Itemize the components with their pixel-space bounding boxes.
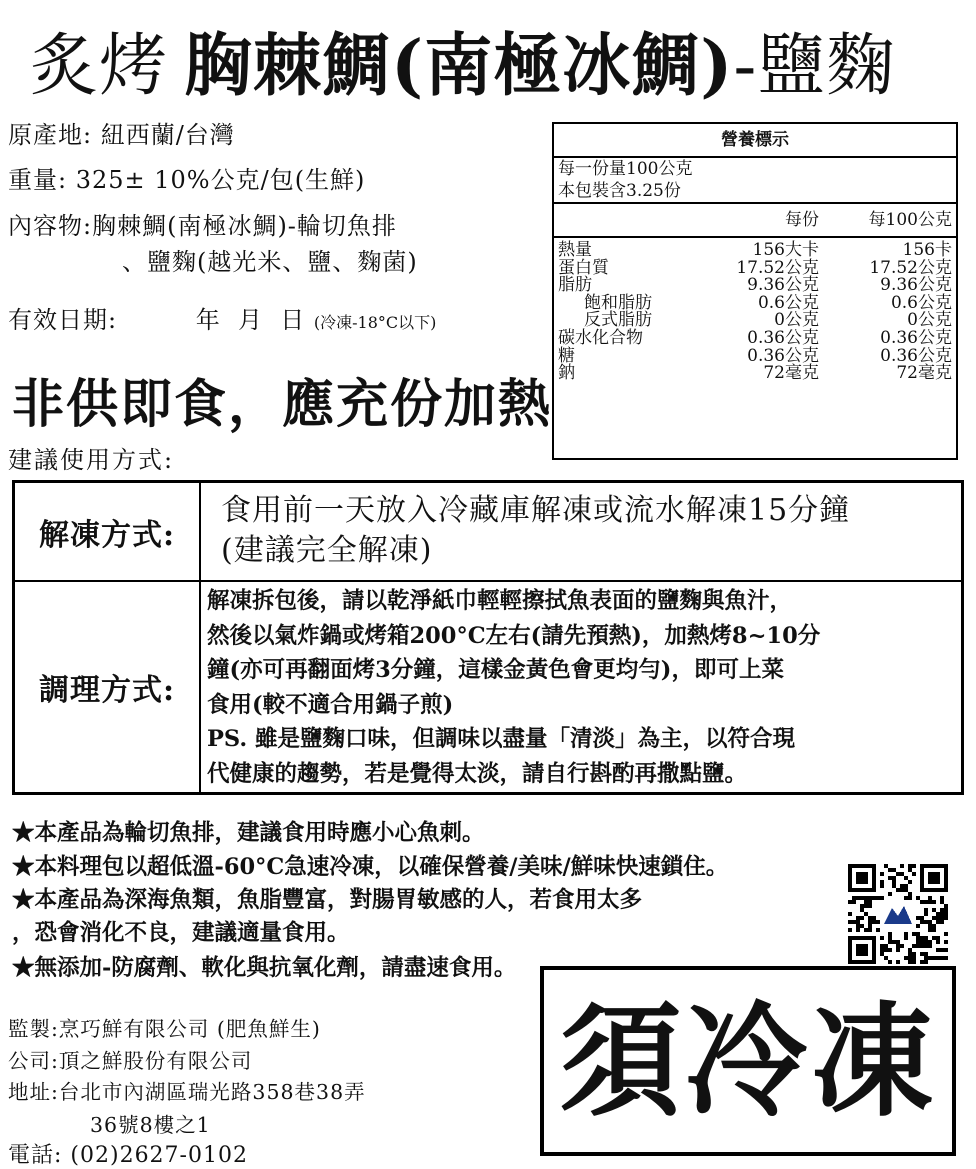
nutrient-per-serving: 9.36公克 — [747, 275, 819, 296]
nutrient-per-serving: 0公克 — [774, 310, 819, 331]
instructions-table — [12, 480, 964, 795]
nutrient-name: 鈉 — [558, 363, 575, 384]
nutrient-per-serving: 17.52公克 — [736, 257, 819, 278]
keep-frozen-text: 須冷凍 — [559, 989, 937, 1133]
thaw-label: 解凍方式: — [15, 483, 201, 580]
address-line-2: 36號8樓之1 — [90, 1113, 211, 1137]
company-text: 公司:頂之鮮股份有限公司 — [8, 1049, 253, 1073]
nutrient-per-100g: 0公克 — [907, 310, 952, 331]
nutrient-per-100g: 0.36公克 — [880, 345, 952, 366]
title-suffix: -鹽麴 — [733, 27, 896, 106]
phone-text: 電話: (02)2627-0102 — [8, 1143, 248, 1168]
expiry-fields: 年 月 日 — [195, 306, 306, 334]
title-main: 胸棘鯛(南極冰鯛) — [184, 26, 734, 106]
heating-warning: 非供即食，應充份加熱 — [12, 374, 553, 435]
cook-line: 食用(較不適合用鍋子煎) — [207, 691, 454, 718]
nutrient-per-100g: 17.52公克 — [869, 257, 952, 278]
header-per-serving: 每份 — [785, 210, 819, 230]
cook-line: 鐘(亦可再翻面烤3分鐘，這樣金黃色會更均勻)，即可上菜 — [207, 657, 784, 683]
cook-text — [201, 582, 820, 792]
expiry-label: 有效日期: — [8, 306, 118, 334]
cook-line: PS. 雖是鹽麴口味，但調味以盡量「清淡」為主，以符合現 — [207, 726, 796, 752]
nutrition-title: 營養標示 — [554, 124, 956, 158]
nutrient-name: 蛋白質 — [558, 257, 609, 278]
note-fish-bones: ★本產品為輪切魚排，建議食用時應小心魚刺。 — [12, 820, 485, 846]
nutrient-per-100g: 156卡 — [902, 240, 952, 260]
origin-text: 原產地: 紐西蘭/台灣 — [8, 121, 235, 149]
nutrient-name: 脂肪 — [558, 275, 592, 296]
note-no-additives: ★無添加-防腐劑、軟化與抗氧化劑，請盡速食用。 — [12, 955, 517, 981]
title-prefix: 炙烤 — [30, 27, 169, 106]
address-line-1: 地址:台北市內湖區瑞光路358巷38弄 — [8, 1080, 366, 1104]
cook-row — [15, 582, 961, 792]
keep-frozen-stamp — [540, 966, 956, 1156]
cook-line: 代健康的趨勢，若是覺得太淡，請自行斟酌再撒點鹽。 — [207, 760, 748, 787]
weight-text: 重量: 325± 10%公克/包(生鮮) — [8, 166, 366, 194]
contents-line-1: 內容物:胸棘鯛(南極冰鯛)-輪切魚排 — [8, 212, 397, 240]
expiry-note: (冷凍-18°C以下) — [313, 313, 437, 332]
nutrient-per-serving: 0.36公克 — [747, 327, 819, 348]
note-fatty-fish: ★本產品為深海魚類，魚脂豐富，對腸胃敏感的人，若食用太多 — [12, 887, 643, 913]
cook-line: 解凍拆包後，請以乾淨紙巾輕輕擦拭魚表面的鹽麴與魚汁， — [207, 588, 793, 614]
cook-label: 調理方式: — [15, 582, 201, 792]
nutrient-name: 碳水化合物 — [558, 327, 643, 348]
nutrient-name: 糖 — [558, 345, 575, 366]
nutrition-facts-table — [552, 122, 958, 460]
thaw-line-2: (建議完全解凍) — [221, 533, 433, 568]
qr-code-icon[interactable] — [848, 864, 948, 964]
usage-label: 建議使用方式: — [8, 446, 175, 474]
note-fatty-fish-cont: ，恐會消化不良，建議適量食用。 — [12, 920, 350, 946]
nutrient-per-serving: 156大卡 — [752, 240, 819, 260]
nutrition-rows — [554, 238, 956, 383]
nutrient-name: 飽和脂肪 — [584, 292, 652, 313]
servings-per-pack: 本包裝含3.25份 — [554, 180, 956, 204]
nutrition-header-blank — [554, 204, 694, 236]
nutrition-row — [554, 327, 956, 348]
product-title — [30, 12, 895, 109]
expiry-date — [8, 300, 436, 335]
note-flash-frozen: ★本料理包以超低溫-60°C急速冷凍，以確保營養/美味/鮮味快速鎖住。 — [12, 854, 729, 880]
nutrient-per-serving: 0.36公克 — [747, 345, 819, 366]
nutrient-name: 反式脂肪 — [584, 310, 652, 331]
thaw-text — [201, 483, 850, 580]
nutrient-per-100g: 72毫克 — [896, 363, 952, 384]
thaw-row — [15, 483, 961, 582]
thaw-line-1: 食用前一天放入冷藏庫解凍或流水解凍15分鐘 — [221, 493, 851, 528]
serving-size: 每一份量100公克 — [558, 159, 693, 179]
nutrition-row — [554, 365, 956, 383]
nutrient-per-100g: 0.36公克 — [880, 327, 952, 348]
nutrition-header-row — [554, 204, 956, 238]
nutrient-per-100g: 9.36公克 — [880, 275, 952, 296]
contents-line-2: 、鹽麴(越光米、鹽、麴菌) — [122, 248, 418, 276]
nutrition-row — [554, 242, 956, 260]
header-per-100g: 每100公克 — [868, 210, 952, 230]
maker-text: 監製:烹巧鮮有限公司 (肥魚鮮生) — [8, 1017, 321, 1041]
nutrient-per-serving: 72毫克 — [763, 363, 819, 384]
nutrient-per-100g: 0.6公克 — [890, 292, 952, 313]
cook-line: 然後以氣炸鍋或烤箱200°C左右(請先預熱)，加熱烤8~10分 — [207, 622, 821, 649]
nutrient-per-serving: 0.6公克 — [757, 292, 819, 313]
nutrient-name: 熱量 — [558, 240, 592, 260]
